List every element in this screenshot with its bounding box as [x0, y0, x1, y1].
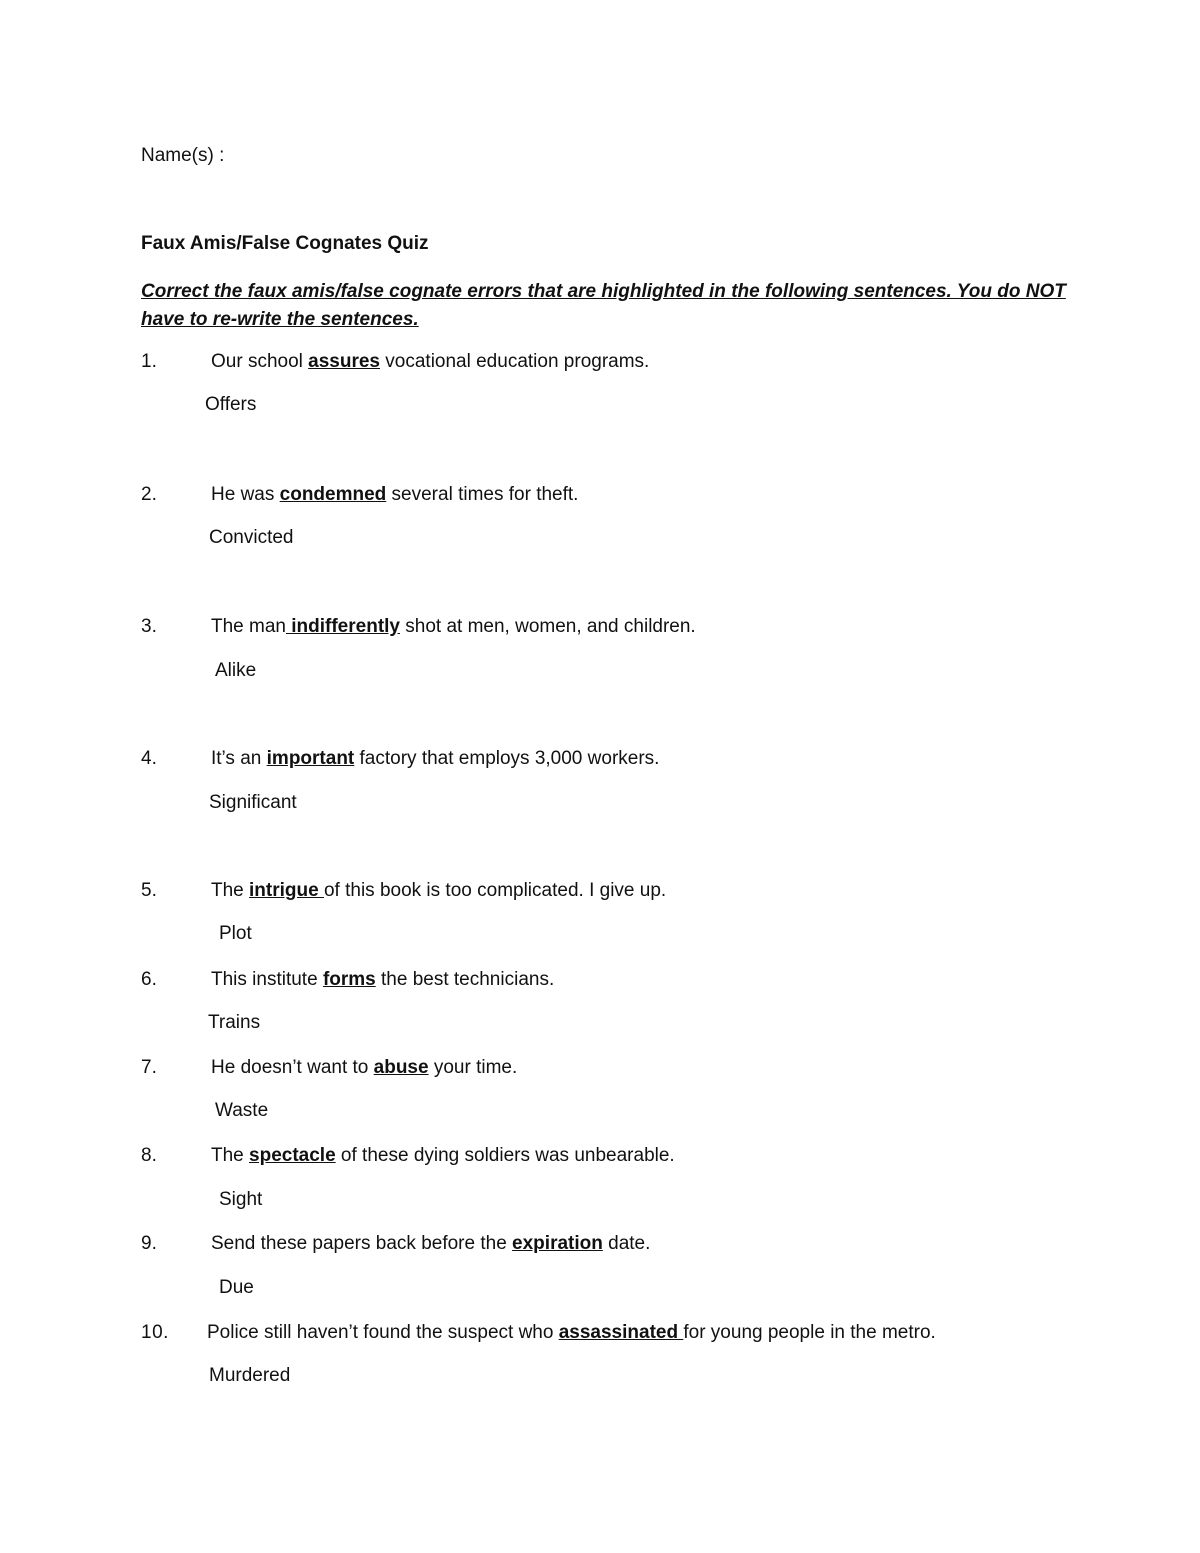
question-sentence [211, 748, 659, 770]
highlighted-word: indifferently [285, 616, 400, 637]
highlighted-word: important [266, 748, 355, 769]
question-sentence [211, 1057, 517, 1079]
sentence-text: your time. [428, 1057, 518, 1078]
question-sentence [211, 484, 578, 506]
answer: Waste [215, 1100, 269, 1121]
highlighted-word: forms [322, 969, 376, 990]
question-sentence [211, 880, 666, 902]
sentence-text: The man [211, 616, 286, 637]
highlighted-word: assures [308, 351, 380, 372]
sentence-text: shot at men, women, and children. [400, 616, 696, 637]
sentence-text: date. [602, 1233, 651, 1254]
sentence-text: several times for theft. [386, 484, 579, 505]
sentence-text: It’s an [211, 748, 267, 769]
sentence-text: Police still haven’t found the suspect who [207, 1322, 559, 1343]
question-number: 8. [141, 1145, 157, 1166]
sentence-text: vocational education programs. [380, 351, 650, 372]
answer: Plot [219, 923, 252, 944]
sentence-text: of this book is too complicated. I give up. [323, 880, 667, 901]
question-number: 1. [141, 351, 157, 372]
question-number: 3. [141, 616, 157, 637]
sentence-text: He was [211, 484, 280, 505]
answer: Due [219, 1277, 254, 1298]
answer: Convicted [209, 527, 294, 548]
question-sentence [207, 1322, 936, 1344]
question-sentence [211, 1145, 675, 1167]
question-sentence [211, 969, 554, 991]
highlighted-word: intrigue [249, 880, 324, 901]
question-sentence [211, 1233, 650, 1255]
answer: Trains [208, 1012, 261, 1033]
question-number: 5. [141, 880, 157, 901]
answer: Significant [209, 792, 297, 813]
question-number: 7. [141, 1057, 157, 1078]
question-number: 2. [141, 484, 157, 505]
question-sentence [211, 351, 649, 373]
sentence-text: of these dying soldiers was unbearable. [335, 1145, 675, 1166]
question-number: 10. [141, 1322, 169, 1343]
sentence-text: The [211, 1145, 250, 1166]
sentence-text: Send these papers back before the [211, 1233, 513, 1254]
answer: Offers [205, 394, 257, 415]
sentence-text: factory that employs 3,000 workers. [354, 748, 660, 769]
highlighted-word: abuse [373, 1057, 429, 1078]
question-number: 6. [141, 969, 157, 990]
sentence-text: He doesn’t want to [211, 1057, 374, 1078]
answer: Murdered [209, 1365, 291, 1386]
names-label: Name(s) : [141, 145, 225, 166]
sentence-text: This institute [211, 969, 323, 990]
instructions: Correct the faux amis/false cognate errors that are highlighted in the following sentences. You do NOT have to re-write the sentences. [141, 281, 1066, 330]
sentence-text: The [211, 880, 250, 901]
highlighted-word: assassinated [558, 1322, 684, 1343]
highlighted-word: condemned [279, 484, 387, 505]
quiz-title: Faux Amis/False Cognates Quiz [141, 233, 429, 254]
sentence-text: Our school [211, 351, 309, 372]
sentence-text: the best technicians. [375, 969, 555, 990]
question-number: 4. [141, 748, 157, 769]
question-sentence [211, 616, 696, 638]
answer: Sight [219, 1189, 263, 1210]
highlighted-word: expiration [512, 1233, 603, 1254]
sentence-text: for young people in the metro. [683, 1322, 936, 1343]
answer: Alike [215, 660, 257, 681]
highlighted-word: spectacle [249, 1145, 336, 1166]
question-number: 9. [141, 1233, 157, 1254]
